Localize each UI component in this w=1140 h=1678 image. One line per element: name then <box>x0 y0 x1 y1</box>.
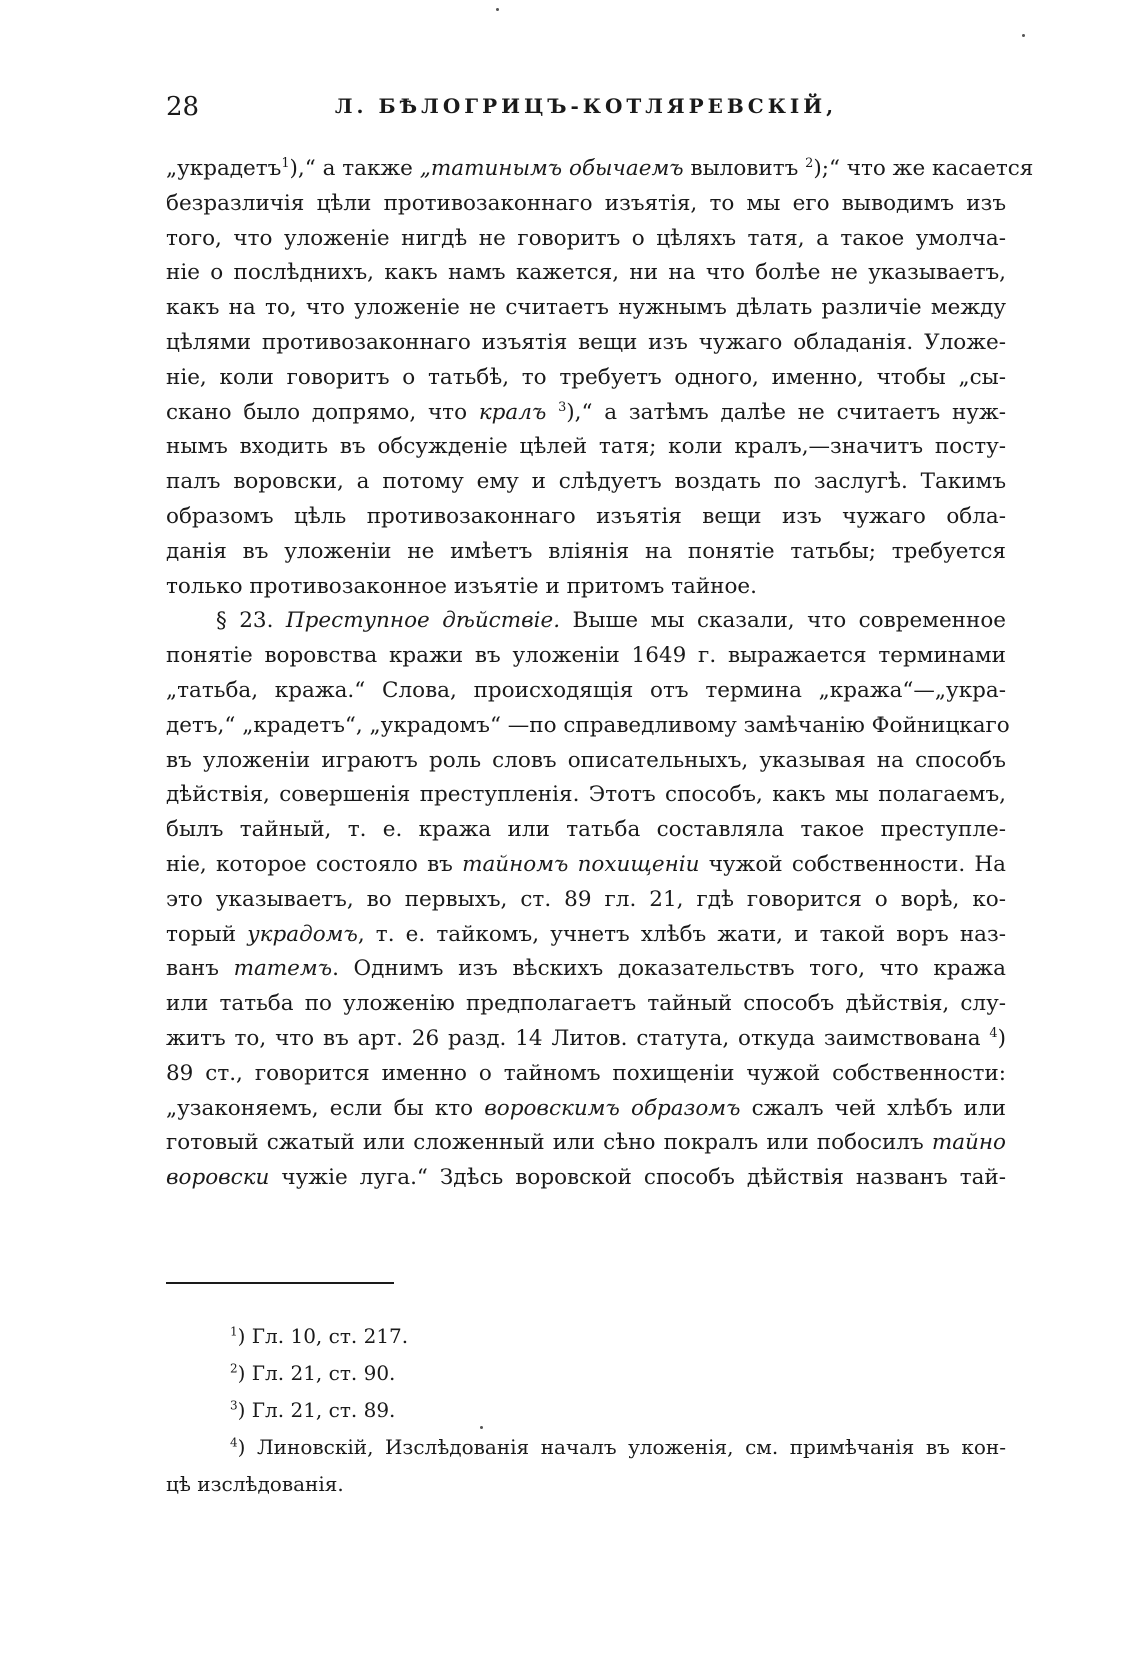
footnote-separator <box>166 1282 394 1284</box>
text-line: въ уложеніи играютъ роль словъ описательныхъ, указывая на способъ <box>166 747 1006 773</box>
text-line: готовый сжатый или сложенный или сѣно покралъ или побосилъ тайно <box>166 1130 1006 1156</box>
scan-speck <box>496 8 499 11</box>
text-line: торый украдомъ, т. е. тайкомъ, учнетъ хлѣбъ жати, и такой воръ наз- <box>166 921 1006 947</box>
text-line: цѣлями противозаконнаго изъятія вещи изъ чужаго обладанія. Уложе- <box>166 329 1006 355</box>
text-line: данія въ уложеніи не имѣетъ вліянія на понятіе татьбы; требуется <box>166 538 1006 564</box>
text-line: того, что уложеніе нигдѣ не говоритъ о цѣляхъ татя, а такое умолча- <box>166 225 1006 251</box>
text-line: нымъ входить въ обсужденіе цѣлей татя; коли кралъ,—значитъ посту- <box>166 434 1006 460</box>
text-line: ніе, которое состояло въ тайномъ похищеніи чужой собственности. На <box>166 851 1006 877</box>
footnote: $^4$) Линовскій, Изслѣдованія началъ уложенія, см. примѣчанія въ кон- <box>230 1435 1006 1459</box>
text-line: какъ на то, что уложеніе не считаетъ нужнымъ дѣлать различіе между <box>166 295 1006 321</box>
scan-speck <box>480 1426 483 1429</box>
footnote: $^3$) Гл. 21, ст. 89. <box>230 1398 396 1422</box>
text-line: образомъ цѣль противозаконнаго изъятія вещи изъ чужаго обла- <box>166 503 1006 529</box>
text-line: это указываетъ, во первыхъ, ст. 89 гл. 21, гдѣ говорится о ворѣ, ко- <box>166 886 1006 912</box>
text-line: ніе, коли говоритъ о татьбѣ, то требуетъ одного, именно, чтобы „сы- <box>166 364 1006 390</box>
text-line: былъ тайный, т. е. кража или татьба составляла такое преступле- <box>166 817 1006 843</box>
footnotes <box>166 1318 1006 1503</box>
section-heading-line: § 23. Преступное дѣйствіе. Выше мы сказали, что современное <box>216 608 1006 634</box>
footnote: $^1$) Гл. 10, ст. 217. <box>230 1324 409 1348</box>
footnote-continuation: цѣ изслѣдованія. <box>166 1472 344 1496</box>
text-line: скано было допрямо, что кралъ $^3$),“ а затѣмъ далѣе не считаетъ нуж- <box>166 399 1007 425</box>
page-header <box>166 92 1006 132</box>
text-line: дѣйствія, совершенія преступленія. Этотъ способъ, какъ мы полагаемъ, <box>166 782 1006 808</box>
text-line: понятіе воровства кражи въ уложеніи 1649 г. выражается терминами <box>166 643 1006 669</box>
page-number: 28 <box>166 92 200 122</box>
text-line: воровски чужіе луга.“ Здѣсь воровской способъ дѣйствія названъ тай- <box>166 1165 1006 1191</box>
text-line: „узаконяемъ, если бы кто воровскимъ образомъ сжалъ чей хлѣбъ или <box>166 1095 1006 1121</box>
body-text <box>166 152 1034 1196</box>
text-line: житъ то, что въ арт. 26 разд. 14 Литов. статута, откуда заимствована $^4$) <box>166 1025 1006 1051</box>
text-line: только противозаконное изъятіе и притомъ тайное. <box>166 573 757 599</box>
text-line: или татьба по уложенію предполагаетъ тайный способъ дѣйствія, слу- <box>166 991 1006 1017</box>
text-line: палъ воровски, а потому ему и слѣдуетъ воздать по заслугѣ. Такимъ <box>166 469 1006 495</box>
scan-speck <box>1022 34 1025 37</box>
text-line: „украдетъ$^1$),“ а также „татинымъ обычаемъ выловитъ $^2$);“ что же касается <box>166 155 1034 181</box>
text-line: ванъ татемъ. Однимъ изъ вѣскихъ доказательствъ того, что кража <box>166 956 1006 982</box>
text-line: 89 ст., говорится именно о тайномъ похищеніи чужой собственности: <box>166 1060 1006 1086</box>
text-line: „татьба, кража.“ Слова, происходящія отъ термина „кража“—„укра- <box>166 677 1006 703</box>
text-line: ніе о послѣднихъ, какъ намъ кажется, ни на что болѣе не указываетъ, <box>166 260 1006 286</box>
footnote: $^2$) Гл. 21, ст. 90. <box>230 1361 396 1385</box>
running-head: Л. БѢЛОГРИЦЪ-КОТЛЯРЕВСКІЙ, <box>334 94 838 118</box>
text-line: детъ,“ „крадетъ“, „украдомъ“ —по справедливому замѣчанію Фойницкаго <box>166 712 1010 738</box>
text-line: безразличія цѣли противозаконнаго изъятія, то мы его выводимъ изъ <box>166 190 1006 216</box>
